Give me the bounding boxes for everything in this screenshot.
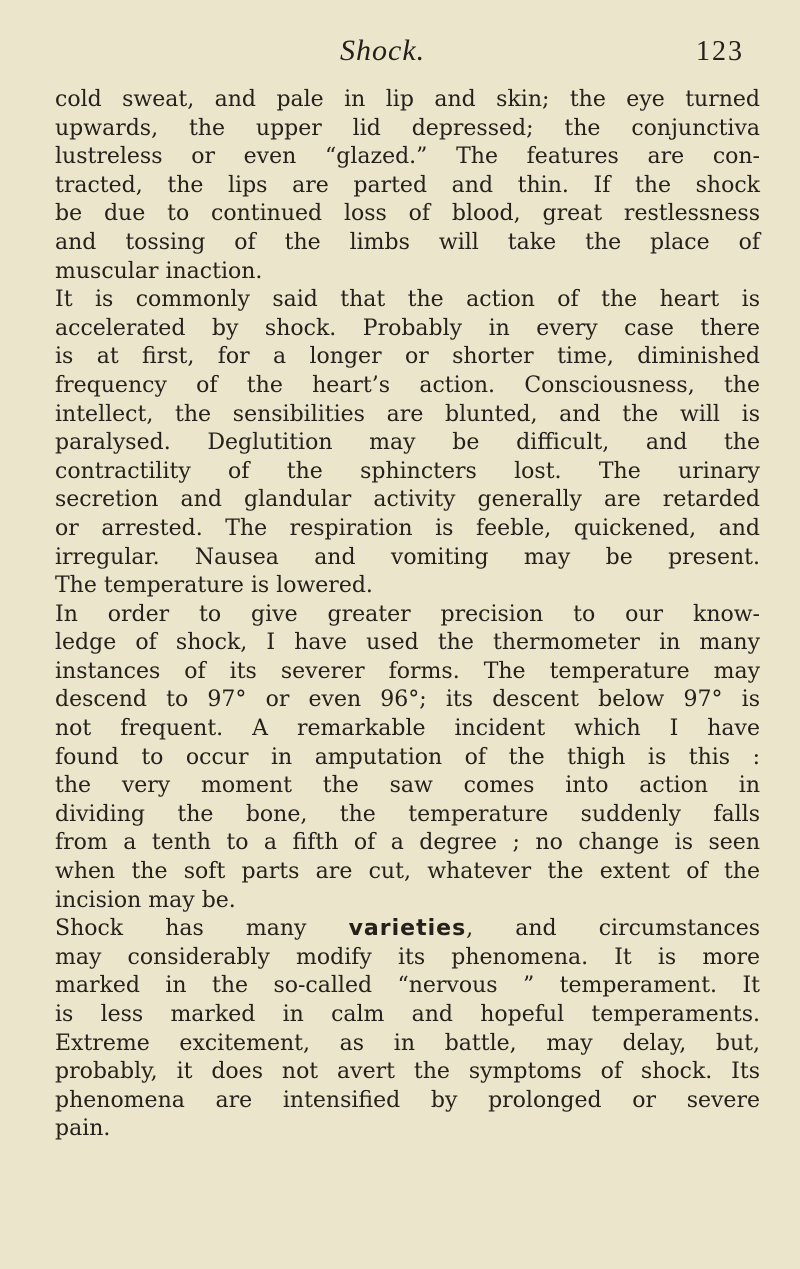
text-fragment: , and circumstances (466, 916, 760, 942)
running-head-title: Shock. (340, 34, 426, 67)
text-fragment: Shock has many (55, 916, 307, 942)
text-line: In order to give greater precision to our know- (55, 601, 760, 627)
text-line: pain. (55, 1116, 111, 1142)
text-line: from a tenth to a fifth of a degree ; no change is seen (55, 830, 760, 856)
text-line: descend to 97° or even 96°; its descent below 97° is (55, 687, 760, 713)
text-line: marked in the so-called “nervous ” temperament. It (55, 973, 760, 999)
text-line: incision may be. (55, 887, 236, 913)
text-line: lustreless or even “glazed.” The features are con- (55, 144, 760, 170)
text-line: and tossing of the limbs will take the place of (55, 229, 760, 255)
running-head (0, 34, 800, 78)
text-line: secretion and glandular activity generally are retarded (55, 487, 760, 513)
text-line: probably, it does not avert the symptoms of shock. Its (55, 1059, 760, 1085)
text-line: muscular inaction. (55, 258, 263, 284)
text-line: upwards, the upper lid depressed; the conjunctiva (55, 115, 760, 141)
text-line: paralysed. Deglutition may be difficult, and the (55, 430, 760, 456)
text-line: Extreme excitement, as in battle, may delay, but, (55, 1030, 760, 1056)
text-line: frequency of the heart’s action. Consciousness, the (55, 372, 760, 398)
text-line: or arrested. The respiration is feeble, quickened, and (55, 515, 760, 541)
text-line: not frequent. A remarkable incident which I have (55, 716, 760, 742)
text-line: is at first, for a longer or shorter time, diminished (55, 344, 760, 370)
text-line: is less marked in calm and hopeful temperaments. (55, 1002, 760, 1027)
text-line: accelerated by shock. Probably in every case there (55, 315, 760, 341)
text-line: instances of its severer forms. The temperature may (55, 658, 760, 684)
text-line: cold sweat, and pale in lip and skin; the eye turned (55, 87, 760, 112)
text-line: intellect, the sensibilities are blunted, and the will is (55, 401, 760, 427)
text-line: be due to continued loss of blood, great restlessness (55, 201, 760, 227)
text-line: may considerably modify its phenomena. It is more (55, 944, 760, 970)
emphasized-word: varieties (348, 916, 467, 942)
text-line: ledge of shock, I have used the thermometer in many (55, 630, 760, 656)
page-number: 123 (696, 36, 744, 67)
body-text (55, 86, 760, 1144)
text-line: contractility of the sphincters lost. The urinary (55, 458, 760, 484)
text-line: phenomena are intensified by prolonged or severe (55, 1087, 760, 1113)
text-line: when the soft parts are cut, whatever the extent of the (55, 859, 760, 885)
text-line: It is commonly said that the action of the heart is (55, 287, 760, 313)
text-line: found to occur in amputation of the thigh is this : (55, 744, 760, 770)
text-line: the very moment the saw comes into action in (55, 773, 760, 799)
text-line: dividing the bone, the temperature suddenly falls (55, 801, 760, 827)
text-line: irregular. Nausea and vomiting may be present. (55, 544, 760, 570)
text-line: tracted, the lips are parted and thin. If the shock (55, 172, 760, 198)
text-line: The temperature is lowered. (55, 573, 373, 599)
text-line (55, 915, 760, 944)
